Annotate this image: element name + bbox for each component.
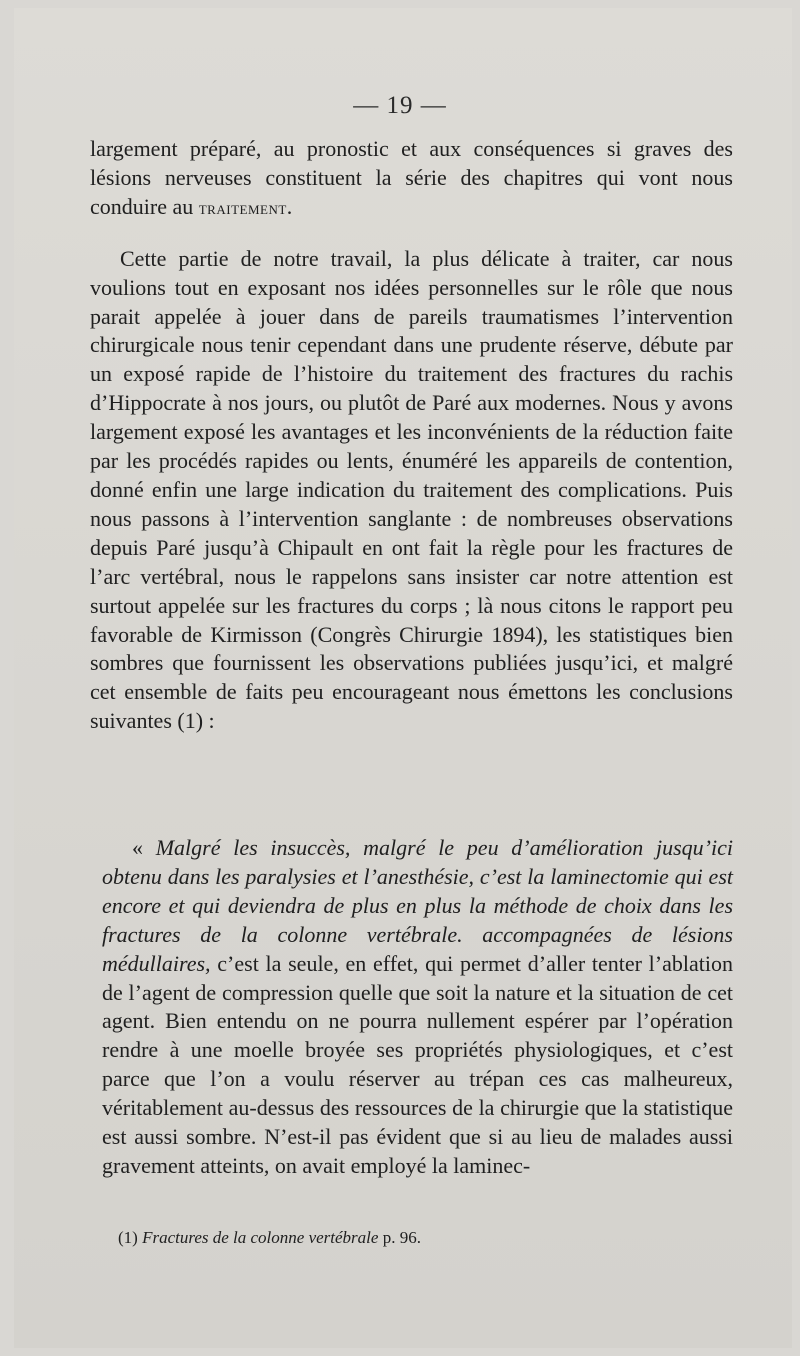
quotation-paragraph bbox=[102, 834, 733, 1181]
paragraph-1-text: largement préparé, au pronostic et aux conséquences si graves des lésions nerveuses constituent la série des chapitres qui vont nous conduire au bbox=[90, 136, 733, 219]
footnote bbox=[118, 1228, 718, 1248]
paragraph-1-end: . bbox=[286, 193, 293, 219]
quotation bbox=[90, 834, 733, 1181]
quote-roman-text: c’est la seule, en effet, qui permet d’aller tenter l’ablation de l’agent de compression quelle que soit la nature et la situation de cet agent. Bien entendu on ne pourra nullement espérer par l’opération rendre à une moelle broyée ses propriétés physiologiques, et c’est parce que l’on a voulu réserver au trépan ces cas malheureux, véritablement au-dessus des ressources de la chirurgie que la statistique est aussi sombre. N’est-il pas évident que si au lieu de malades aussi gravement atteints, on avait employé la laminec- bbox=[102, 950, 733, 1178]
footnote-marker: (1) bbox=[118, 1228, 143, 1247]
paragraph-1 bbox=[90, 135, 733, 224]
footnote-page: p. 96. bbox=[378, 1228, 421, 1247]
small-caps-traitement: traitement bbox=[198, 197, 287, 219]
footnote-title: Fractures de la colonne vertébrale bbox=[142, 1228, 379, 1247]
paragraph-2: Cette partie de notre travail, la plus délicate à traiter, car nous voulions tout en exposant nos idées personnelles sur le rôle que nous parait appelée à jouer dans de pareils traumatismes l’intervention chirurgicale nous tenir cependant dans une prudente réserve, débute par un exposé rapide de l’histoire du traitement des fractures du rachis d’Hippocrate à nos jours, ou plutôt de Paré aux modernes. Nous y avons largement exposé les avantages et les inconvénients de la réduction faite par les procédés rapides ou lents, énuméré les appareils de contention, donné enfin une large indication du traitement des complications. Puis nous passons à l’intervention sanglante : de nombreuses observations depuis Paré jusqu’à Chipault en ont fait la règle pour les fractures de l’arc vertébral, nous le rappelons sans insister car notre attention est surtout appelée sur les fractures du corps ; là nous citons le rapport peu favorable de Kirmisson (Congrès Chirurgie 1894), les statistiques bien sombres que fournissent les observations publiées jusqu’ici, et malgré cet ensemble de faits peu encourageant nous émettons les conclusions suivantes (1) : bbox=[90, 245, 733, 734]
body-text bbox=[90, 135, 733, 736]
page-number: — 19 — bbox=[353, 92, 447, 119]
quote-open-mark: « bbox=[132, 835, 156, 860]
quote-italic-text: Malgré les insuccès, malgré le peu d’amélioration jusqu’ici obtenu dans les paralysies et l’anesthésie, c’est la laminectomie qui est encore et qui deviendra de plus en plus la méthode de choix dans les fractures de la colonne vertébrale. accompagnées de lésions médullaires, bbox=[102, 835, 733, 976]
